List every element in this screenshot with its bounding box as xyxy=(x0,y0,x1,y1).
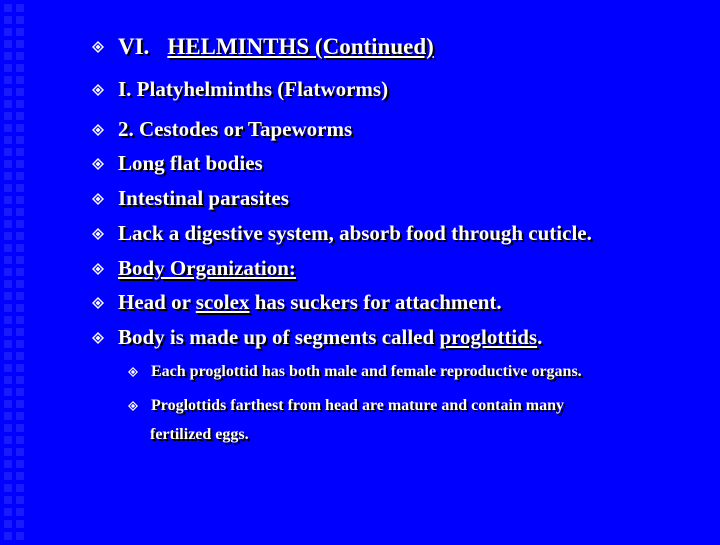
bullet-icon xyxy=(92,84,104,96)
sub-bullet-text: Each proglottid has both male and female reproductive organs. xyxy=(151,363,582,380)
bullet-item xyxy=(92,117,352,142)
bullet-item xyxy=(92,221,592,246)
bullet-item xyxy=(92,186,289,211)
title-prefix: VI. xyxy=(118,34,150,59)
title-heading: HELMINTHS (Continued) xyxy=(167,34,434,59)
slide-title xyxy=(92,34,434,60)
bullet-text-post: has suckers for attachment. xyxy=(249,290,502,314)
sub-bullet-continuation: fertilized eggs. xyxy=(150,426,249,443)
bullet-text: 2. Cestodes or Tapeworms xyxy=(118,117,353,141)
bullet-icon xyxy=(92,193,104,205)
term-proglottids: proglottids xyxy=(439,325,538,349)
bullet-icon xyxy=(92,124,104,136)
bullet-text: Long flat bodies xyxy=(118,151,263,175)
bullet-item xyxy=(92,325,542,350)
bullet-text: I. Platyhelminths (Flatworms) xyxy=(118,77,389,101)
bullet-text: Intestinal parasites xyxy=(118,186,289,210)
sub-bullet-item xyxy=(128,397,564,415)
bullet-text-pre: Body is made up of segments called xyxy=(118,325,440,349)
bullet-item xyxy=(92,151,263,176)
bullet-text: Body Organization: xyxy=(118,256,296,280)
bullet-text-post: . xyxy=(537,325,543,349)
bullet-icon xyxy=(128,367,138,377)
bullet-item xyxy=(92,77,388,102)
bullet-icon xyxy=(92,332,104,344)
term-scolex: scolex xyxy=(195,290,250,314)
bullet-icon xyxy=(92,263,104,275)
bullet-item xyxy=(92,256,296,281)
bullet-icon xyxy=(92,41,104,53)
bullet-icon xyxy=(128,401,138,411)
bullet-icon xyxy=(92,228,104,240)
bullet-icon xyxy=(92,158,104,170)
bullet-text-pre: Head or xyxy=(118,290,196,314)
bullet-item xyxy=(92,290,502,315)
sub-bullet-item xyxy=(128,363,582,381)
bullet-icon xyxy=(92,297,104,309)
sub-bullet-text: Proglottids farthest from head are mature and contain many xyxy=(151,397,565,414)
bullet-text: Lack a digestive system, absorb food through cuticle. xyxy=(118,221,592,245)
